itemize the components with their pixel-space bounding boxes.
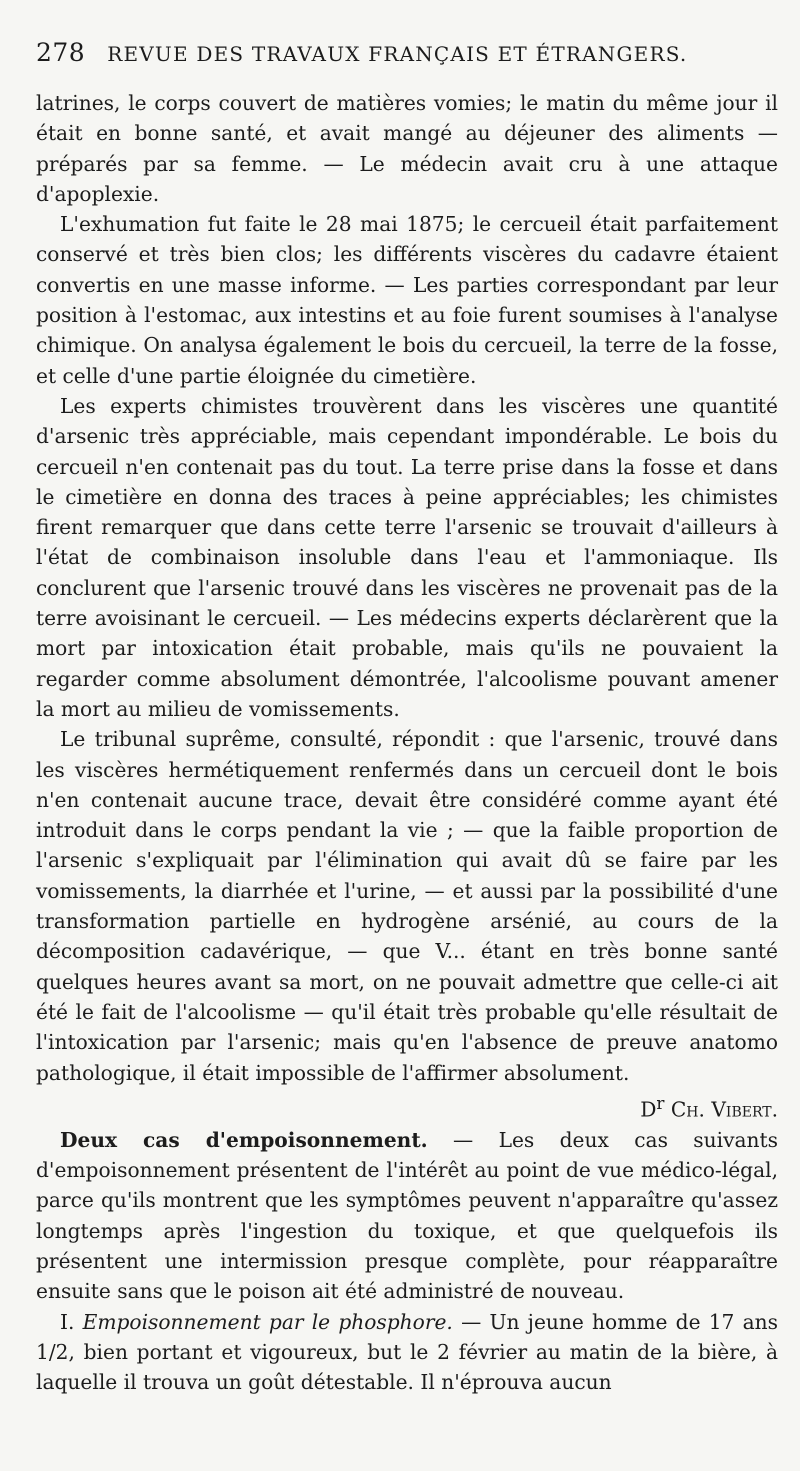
- case-number: I.: [60, 1309, 83, 1334]
- paragraph-chemists: Les experts chimistes trouvèrent dans les viscères une quantité d'arsenic très appréciable, mais cependant impondérable. Le bois du cercueil n'en contenait pas du tout. La terre prise dans la fosse et dans le cimetière en donna des traces à peine appréciables; les chimistes firent remarquer que dans cette terre l'arsenic se trouvait d'ailleurs à l'état de combinaison insoluble dans l'eau et l'ammoniaque. Ils conclurent que l'arsenic trouvé dans les viscères ne provenait pas de la terre avoisinant le cercueil. — Les médecins experts déclarèrent que la mort par intoxication était probable, mais qu'ils ne pouvaient la regarder comme absolument démontrée, l'alcoolisme pouvant amener la mort au milieu de vomissements.: [36, 393, 778, 721]
- paragraph-tribunal: [36, 724, 778, 1122]
- section-title: Deux cas d'empoisonnement.: [60, 1127, 428, 1152]
- two-cases-text: — Les deux cas suivants d'empoisonnement présentent de l'intérêt au point de vue médico-légal, parce qu'ils montrent que les symptômes peuvent n'apparaître qu'assez longtemps après l'ingestion du toxique, et que quelquefois ils présentent une intermission presque complète, pour réapparaître ensuite sans que le poison ait été administré de nouveau.: [36, 1127, 778, 1304]
- paragraph-two-cases: [36, 1125, 778, 1307]
- phosphorus-case-text: — Un jeune homme de 17 ans 1/2, bien portant et vigoureux, but le 2 février au matin de la bière, à laquelle il trouva un goût détestable. Il n'éprouva aucun: [36, 1309, 779, 1395]
- paragraph-phosphorus-case: [36, 1307, 778, 1398]
- body-text: [36, 88, 778, 1398]
- page-number: 278: [36, 38, 86, 67]
- signature-name: Ch. Vibert.: [670, 1097, 778, 1122]
- paragraph-continued: latrines, le corps couvert de matières vomies; le matin du même jour il était en bonne santé, et avait mangé au déjeuner des aliments — préparés par sa femme. — Le médecin avait cru à une attaque d'apoplexie.: [36, 91, 778, 206]
- paragraph-exhumation: L'exhumation fut faite le 28 mai 1875; le cercueil était parfaitement conservé et très bien clos; les différents viscères du cadavre étaient convertis en une masse informe. — Les parties correspondant par leur position à l'estomac, aux intestins et au foie furent soumises à l'analyse chimique. On analysa également le bois du cercueil, la terre de la fosse, et celle d'une partie éloignée du cimetière.: [36, 212, 778, 388]
- tribunal-text: Le tribunal suprême, consulté, répondit : que l'arsenic, trouvé dans les viscères hermétiquement renfermés dans un cercueil dont le bois n'en contenait aucune trace, devait être considéré comme ayant été introduit dans le corps pendant la vie ; — que la faible proportion de l'arsenic s'expliquait par l'élimination qui avait dû se faire par les vomissements, la diarrhée et l'urine, — et aussi par la possibilité d'une transformation partielle en hydrogène arsénié, au cours de la décomposition cadavérique, — que V... étant en très bonne santé quelques heures avant sa mort, on ne pouvait admettre que celle-ci ait été le fait de l'alcoolisme — qu'il était très probable qu'elle résultait de l'intoxication par l'arsenic; mais qu'en l'absence de preuve anatomo pathologique, il était impossible de l'affirmer absolument.: [36, 727, 778, 1085]
- case-title: Empoisonnement par le phosphore.: [82, 1309, 453, 1334]
- signature-prefix: D: [640, 1097, 657, 1122]
- running-title: REVUE DES TRAVAUX FRANÇAIS ET ÉTRANGERS.: [107, 42, 688, 66]
- page-header: [36, 38, 778, 82]
- author-signature: [616, 1088, 778, 1125]
- signature-superscript: r: [656, 1092, 665, 1113]
